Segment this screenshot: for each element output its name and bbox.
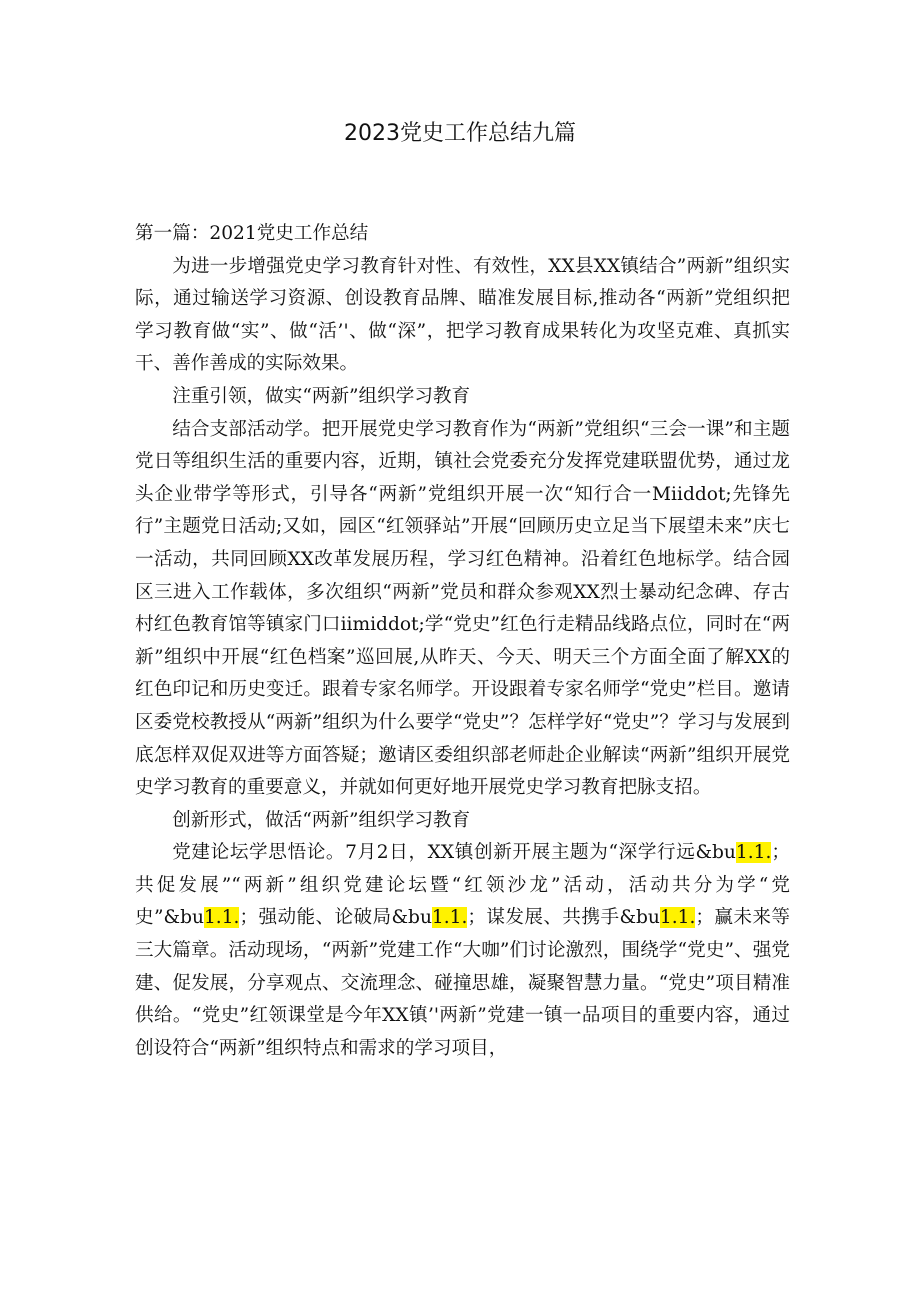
- subheading-guidance: 注重引领，做实“两新”组织学习教育: [172, 385, 471, 407]
- section-heading: 第一篇：2021党史工作总结: [135, 223, 369, 244]
- forum-text-2: ；共促发展”“两新”组织党建论坛暨“红领沙龙”活动，活动共分为学“党史”&bu: [135, 842, 790, 929]
- paragraph-intro: 为进一步增强党史学习教育针对性、有效性，XX县XX镇结合”两新”组织实际，通过输送学习资源、创设教育品牌、瞄准发展目标,推动各“两新”党组织把学习教育做“实”、做“活’'、做“深”，把学习教育成果转化为攻坚克难、真抓实干、善作善成的实际效果。: [135, 255, 790, 375]
- document-title: 2023党史工作总结九篇: [344, 121, 576, 146]
- paragraph-activities: 结合支部活动学。把开展党史学习教育作为“两新”党组织“三会一课”和主题党日等组织生活的重要内容，近期，镇社会党委充分发挥党建联盟优势，通过龙头企业带学等形式，引导各“两新”党组织开展一次“知行合一Miiddot;先锋先行”主题党日活动;又如，园区“红领驿站”开展“回顾历史立足当下展望未来”庆七一活动，共同回顾XX改革发展历程，学习红色精神。沿着红色地标学。结合园区三进入工作载体，多次组织“两新”党员和群众参观XX烈士暴动纪念碑、存古村红色教育馆等镇家门口iimiddot;学“党史”红色行走精品线路点位，同时在“两新”组织中开展“红色档案”巡回展,从昨天、今天、明天三个方面全面了解XX的红色印记和历史变迁。跟着专家名师学。开设跟着专家名师学“党史”栏目。邀请区委党校教授从“两新”组织为什么要学“党史”？怎样学好“党史”？学习与发展到底怎样双促双进等方面答疑；邀请区委组织部老师赴企业解读“两新”组织开展党史学习教育的重要意义，并就如何更好地开展党史学习教育把脉支招。: [135, 418, 790, 799]
- document-body: [135, 218, 790, 1065]
- highlight-mark-4: 1.1.: [659, 907, 696, 929]
- forum-text-3: ；强动能、论破局&bu: [239, 907, 432, 929]
- forum-text-5: ；赢未来等三大篇章。活动现场，“两新”党建工作“大咖”们讨论激烈，围绕学“党史”、强党建、促发展，分享观点、交流理念、碰撞思雄，凝聚智慧力量。“党史”项目精准供给。“党史”红领课堂是今年XX镇’'两新”党建一镇一品项目的重要内容，通过创设符合“两新”组织特点和需求的学习项目，: [135, 907, 790, 1059]
- highlight-mark-2: 1.1.: [203, 907, 240, 929]
- subheading-innovation: 创新形式，做活“两新”组织学习教育: [172, 809, 471, 831]
- highlight-mark-3: 1.1.: [431, 907, 468, 929]
- forum-text-1: 党建论坛学思悟论。7月2日，XX镇创新开展主题为“深学行远&bu: [172, 842, 736, 864]
- forum-text-4: ；谋发展、共携手&bu: [467, 907, 660, 929]
- paragraph-forum: [135, 837, 790, 1065]
- highlight-mark-1: 1.1.: [735, 842, 772, 864]
